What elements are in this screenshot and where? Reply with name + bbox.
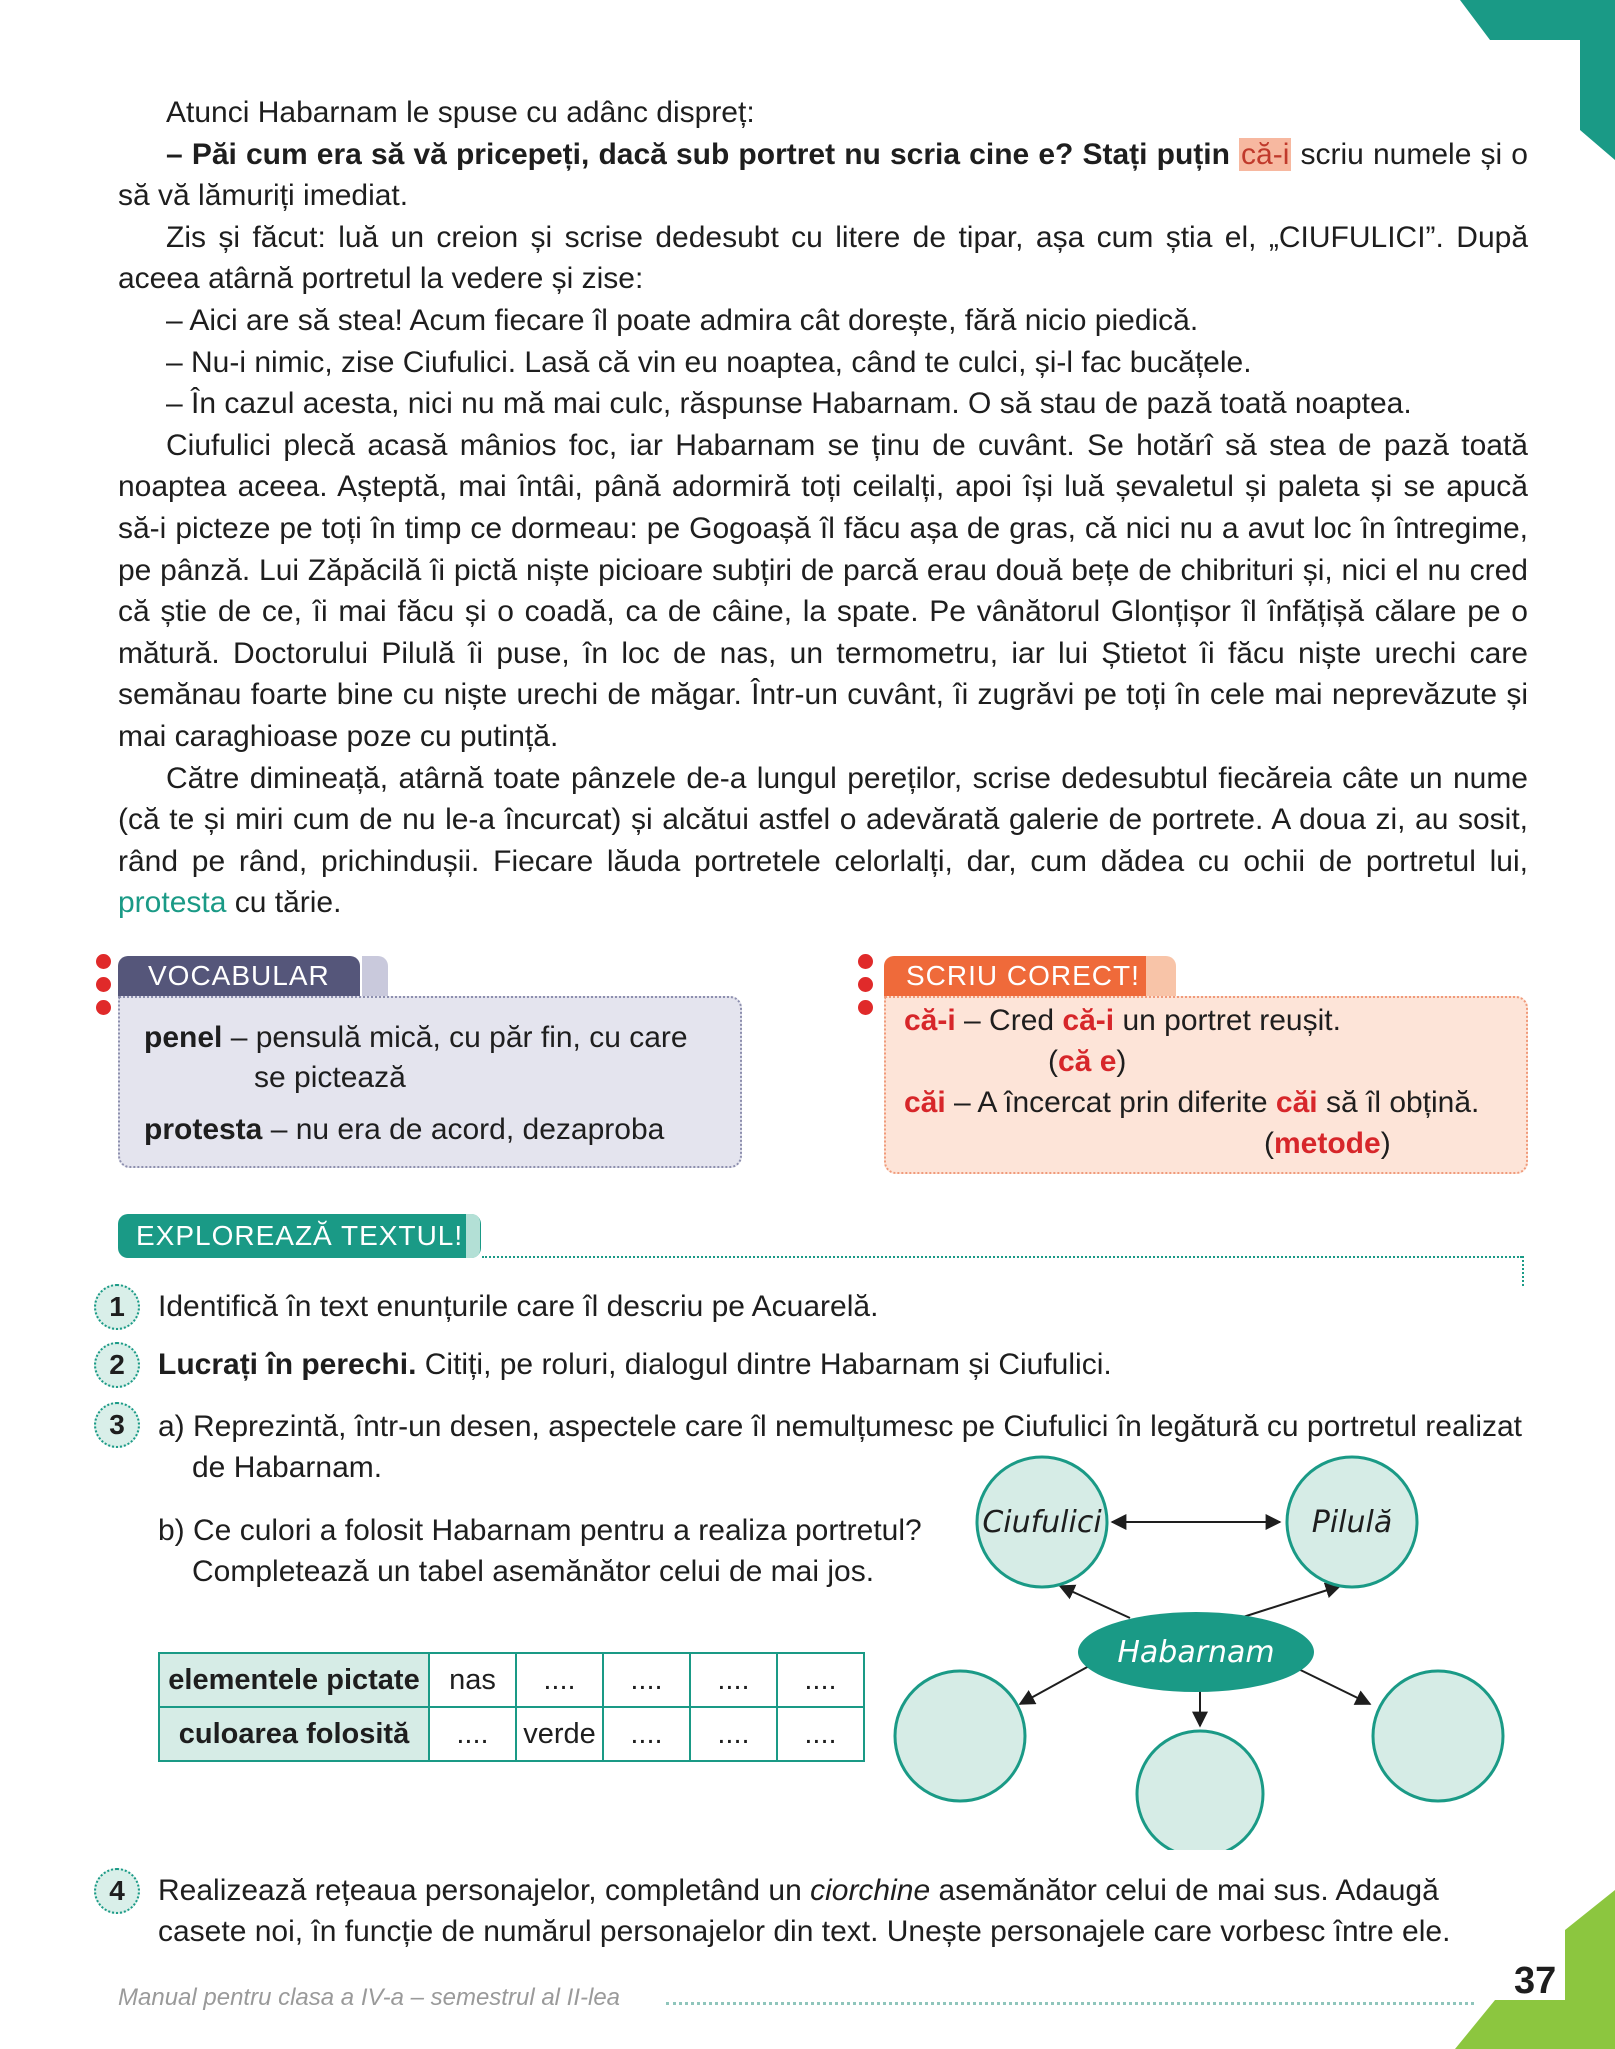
node-label: Pilulă [1311,1505,1393,1540]
paragraph: – În cazul acesta, nici nu mă mai culc, răspunse Habarnam. O să stau de pază toată noaptea. [166,387,1412,421]
paragraph: – Nu-i nimic, zise Ciufulici. Lasă că vin eu noaptea, când te culci, și-l fac bucățele. [166,345,1252,379]
task-text [158,1870,1528,1952]
story-text [118,92,1528,924]
task-line: Identifică în text enunțurile care îl descriu pe Acuarelă. [158,1290,879,1323]
empty-node-circle [1137,1731,1263,1850]
text-run: un portret reușit. [1114,1004,1341,1037]
table-cell: .... [690,1653,777,1707]
spelling-example [904,1082,1508,1123]
footer-divider [666,2002,1474,2005]
vocabulary-entry [144,1110,716,1150]
text-run: – A încercat prin diferite [945,1086,1276,1119]
bullet-dots [96,954,112,1023]
text-run: Către dimineață, atârnă toate pânzele de-a lungul pereților, scrise dedesubtul fiecăreia câte un nume (că te și miri cum de nu le-a încurcat) și alcătui astfel o adevărată galerie de portrete. A doua zi, au sosit, rând pe rând, prichindușii. Fiecare lăuda portretele celorlalți, dar, cum dădea cu ochii de portretul lui, [118,761,1528,878]
character-cluster-diagram [880,1450,1540,1850]
node-label: Ciufulici [982,1505,1102,1540]
keyword-link: protesta [118,886,227,920]
tab-decoration [466,1214,480,1258]
spelling-equivalent [904,1041,1508,1082]
center-node-label: Habarnam [1117,1635,1275,1670]
spelling-box [884,996,1528,1174]
text-run: ( [1048,1045,1058,1078]
explore-title: EXPLOREAZĂ TEXTUL! [118,1214,481,1258]
table-cell: verde [516,1707,603,1761]
task-number: 1 [94,1284,140,1330]
text-run: Realizează rețeaua personajelor, completând un [158,1874,811,1907]
tab-decoration [362,956,388,996]
task-number: 4 [94,1868,140,1914]
vocabulary-term: protesta [144,1113,263,1146]
spelling-word: metode [1274,1127,1381,1160]
table-header-cell: culoarea folosită [159,1707,429,1761]
text-run: ciorchine [810,1874,931,1907]
vocabulary-term: penel [144,1021,223,1054]
vocabulary-entry [144,1018,716,1098]
task-number: 3 [94,1402,140,1448]
paragraph [118,758,1528,924]
tab-decoration [1146,956,1176,996]
spelling-equivalent [904,1123,1508,1164]
spelling-word: căi [1275,1086,1318,1119]
paragraph: Zis și făcut: luă un creion și scrise dedesubt cu litere de tipar, așa cum știa el, „CIUFULICI”. După aceea atârnă portretul la vedere și zise: [118,220,1528,296]
text-run: ) [1380,1127,1391,1160]
footer-caption: Manual pentru clasa a IV-a – semestrul al II-lea [118,1984,621,2011]
divider [1522,1256,1524,1286]
paragraph [118,134,1528,217]
task-text [158,1286,878,1327]
task-text [158,1510,922,1592]
paragraph: – Aici are să stea! Acum fiecare îl poate admira cât dorește, fără nicio piedică. [166,303,1199,337]
task-line: b) Ce culori a folosit Habarnam pentru a realiza portretul? [158,1514,922,1547]
text-run: ) [1116,1045,1127,1078]
bullet-dots [858,954,874,1023]
page-number: 37 [1514,1960,1557,2002]
text-run: – Păi cum era să vă pricepeți, dacă sub portret nu scria cine e? Stați puțin [166,137,1240,171]
table-cell: nas [429,1653,516,1707]
vocabulary-title: VOCABULAR [118,956,360,996]
text-run: – Cred [955,1004,1063,1037]
paragraph: Atunci Habarnam le spuse cu adânc dispreț: [166,96,755,129]
vocabulary-definition: – nu era de acord, dezaproba [262,1113,665,1146]
task-text [158,1344,1112,1385]
text-run: asemănător celui de mai sus. Adaugă casete noi, în funcție de numărul personajelor din text. Unește personajele care vorbesc între ele. [158,1874,1451,1948]
table-cell: .... [777,1707,864,1761]
task-line: a) Reprezintă, într-un desen, aspectele care îl nemulțumesc pe Ciufulici în legătură cu portretul realizat [158,1410,1523,1443]
table-cell: .... [603,1707,690,1761]
table-cell: .... [690,1707,777,1761]
connector-arrow [1240,1586,1340,1618]
task-line: Completează un tabel asemănător celui de mai jos. [192,1555,875,1588]
connector-arrow [1060,1586,1130,1618]
text-run: cu tărie. [226,886,342,920]
colors-table [158,1652,865,1762]
task-line [158,1344,1112,1385]
spelling-word: că-i [1062,1004,1115,1037]
table-header-cell: elementele pictate [159,1653,429,1707]
highlight-word: că-i [1241,137,1290,171]
table-cell: .... [516,1653,603,1707]
spelling-word: că e [1058,1045,1117,1078]
table-row [159,1707,864,1761]
text-run: Citiți, pe roluri, dialogul dintre Habarnam și Ciufulici. [416,1348,1112,1381]
task-line [158,1870,1528,1952]
text-run: Lucrați în perechi. [158,1348,417,1381]
table-cell: .... [603,1653,690,1707]
empty-node-circle [1373,1671,1503,1801]
empty-node-circle [895,1671,1025,1801]
task-line: de Habarnam. [192,1451,383,1484]
spelling-example [904,1000,1508,1041]
text-run: ( [1264,1127,1274,1160]
spelling-title: SCRIU CORECT! [884,956,1162,996]
vocabulary-definition: se pictează [254,1061,406,1094]
vocabulary-box [118,996,742,1168]
task-number: 2 [94,1342,140,1388]
vocabulary-definition: – pensulă mică, cu păr fin, cu care [222,1021,688,1054]
table-cell: .... [777,1653,864,1707]
text-run: să îl obțină. [1317,1086,1480,1119]
paragraph: Ciufulici plecă acasă mânios foc, iar Habarnam se ținu de cuvânt. Se hotărî să stea de pază toată noaptea aceea. Așteptă, mai întâi, până adormiră toți ceilalți, apoi își luă șevaletul și paleta și se apucă să-i picteze pe toți în timp ce dormeau: pe Gogoașă îl făcu așa de gras, că nici nu a avut loc în întregime, pe pânză. Lui Zăpăcilă îi pictă niște picioare subțiri de parcă erau două bețe de chibrituri și, nici el nu cred că știe de ce, îi mai făcu și o coadă, ca de câine, la spate. Pe vânătorul Glonțișor îl înfățișă călare pe o mătură. Doctorului Pilulă îi puse, în loc de nas, un termometru, iar lui Știetot îi făcu niște urechi care semănau foarte bine cu niște urechi de măgar. Într-un cuvânt, îi zugrăvi pe toți în cele mai neprevăzute și mai caraghioase poze cu putință. [118,428,1528,753]
spelling-word: că-i [904,1004,956,1037]
spelling-word: căi [904,1086,946,1119]
table-cell: .... [429,1707,516,1761]
text-run: scriu numele și o să vă lămuriți imediat. [118,137,1528,213]
table-row [159,1653,864,1707]
divider [482,1256,1522,1258]
